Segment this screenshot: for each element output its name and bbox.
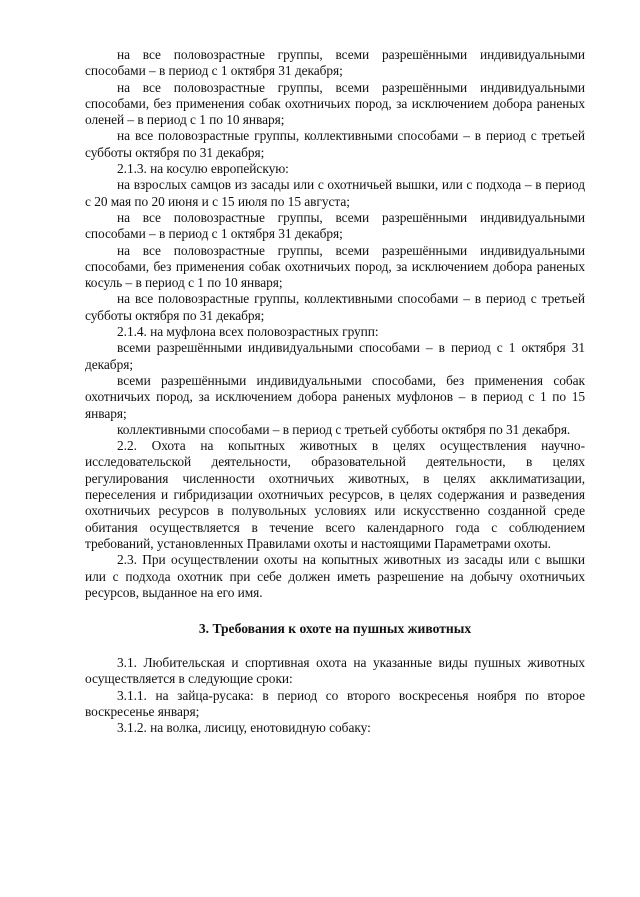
paragraph: на взрослых самцов из засады или с охотничьей вышки, или с подхода – в период с 20 мая по 20 июня и с 15 июля по 15 августа;: [85, 177, 585, 209]
paragraph: 2.3. При осуществлении охоты на копытных животных из засады или с вышки или с подхода охотник при себе должен иметь разрешение на добычу охотничьих ресурсов, выданное на его имя.: [85, 552, 585, 600]
paragraph: на все половозрастные группы, всеми разрешёнными индивидуальными способами, без применения собак охотничьих пород, за исключением добора раненых косуль – в период с 1 по 10 января;: [85, 242, 585, 291]
paragraph: на все половозрастные группы, всеми разрешёнными индивидуальными способами – в период с 1 октября 31 декабря;: [85, 47, 585, 79]
paragraph: всеми разрешёнными индивидуальными способами, без применения собак охотничьих пород, за исключением добора раненых муфлонов – в период с 1 по 15 января;: [85, 372, 585, 421]
paragraph: 3.1.1. на зайца-русака: в период со второго воскресенья ноября по второе воскресенье января;: [85, 687, 585, 719]
paragraph: на все половозрастные группы, коллективными способами – в период с третьей субботы октября по 31 декабря;: [85, 128, 585, 160]
section-heading: 3. Требования к охоте на пушных животных: [198, 621, 472, 637]
paragraph: 2.1.4. на муфлона всех половозрастных групп:: [117, 324, 379, 340]
paragraph: 2.1.3. на косулю европейскую:: [117, 161, 289, 177]
paragraph: коллективными способами – в период с третьей субботы октября по 31 декабря.: [117, 421, 571, 437]
paragraph: на все половозрастные группы, всеми разрешёнными индивидуальными способами, без применения собак охотничьих пород, за исключением добора раненых оленей – в период с 1 по 10 января;: [85, 79, 585, 128]
paragraph: 2.2. Охота на копытных животных в целях осуществления научно-исследовательской деятельности, образовательной деятельности, в целях регулирования численности охотничьих животных, в целях акклиматизации, переселения и гибридизации охотничьих ресурсов, в целях содержания и разведения охотничьих ресурсов в полувольных условиях или искусственно созданной среде обитания осуществляется в течение всего календарного года с соблюдением требований, установленных Правилами охоты и настоящими Параметрами охоты.: [85, 438, 585, 551]
paragraph: на все половозрастные группы, всеми разрешёнными индивидуальными способами – в период с 1 октября 31 декабря;: [85, 209, 585, 242]
paragraph: 3.1. Любительская и спортивная охота на указанные виды пушных животных осуществляется в следующие сроки:: [85, 655, 585, 687]
paragraph: 3.1.2. на волка, лисицу, енотовидную собаку:: [117, 720, 371, 736]
paragraph: всеми разрешёнными индивидуальными способами – в период с 1 октября 31 декабря;: [85, 340, 585, 372]
document-page: [85, 0, 585, 737]
paragraph: на все половозрастные группы, коллективными способами – в период с третьей субботы октября по 31 декабря;: [85, 291, 585, 323]
